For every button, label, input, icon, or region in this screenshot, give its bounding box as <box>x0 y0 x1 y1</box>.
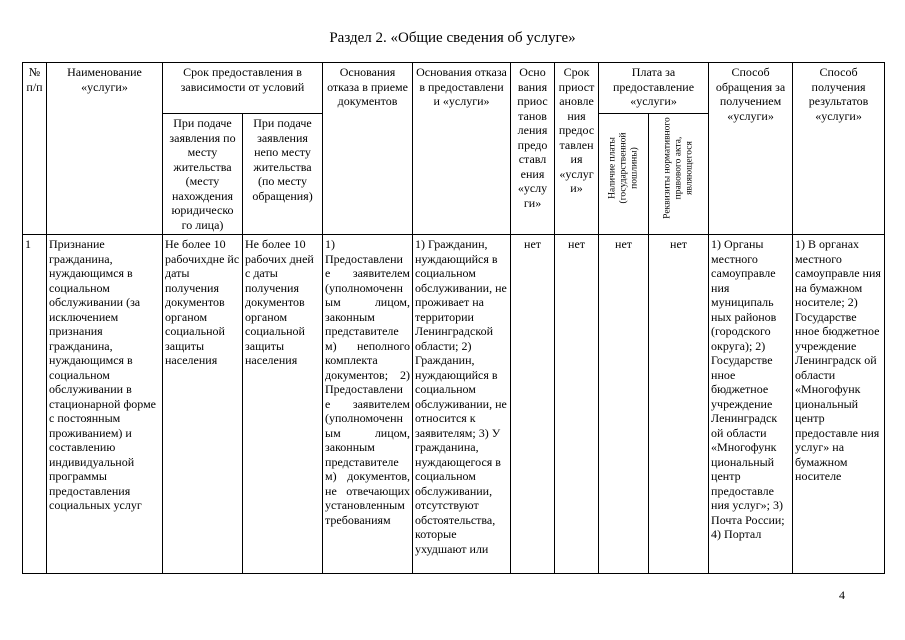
header-term: Срок предоставления в зависимости от условий <box>163 63 323 114</box>
header-fee: Плата за предоставление «услуги» <box>599 63 709 114</box>
row-fee-present: нет <box>599 235 649 574</box>
header-num: № п/п <box>23 63 47 235</box>
row-num: 1 <box>23 235 47 574</box>
header-fee-act: Реквизиты нормативного правового акта, являющегося <box>662 117 695 219</box>
header-suspension: Осно вания приос танов ления предо ставл ения «услу ги» <box>511 63 555 235</box>
row-fee-act: нет <box>649 235 709 574</box>
header-name: Наименование «услуги» <box>47 63 163 235</box>
row-suspension: нет <box>511 235 555 574</box>
header-suspension-term: Срок приост ановле ния предос тавлен ия «услуг и» <box>555 63 599 235</box>
row-suspension-term: нет <box>555 235 599 574</box>
header-row-1 <box>23 63 885 114</box>
row-refusal-docs: 1) Предоставлени е заявителем (уполномоченн ым лицом, законным представителе м) неполного комплекта документов; 2) Предоставлени е заявителем (уполномоченн ым лицом, законным представителе м) документов, не отвечающих установленным требованиям <box>323 235 413 574</box>
header-fee-act-cell <box>649 114 709 235</box>
row-apply-method: 1) Органы местного самоуправле ния муниципаль ных районов (городского округа); 2) Государстве нное бюджетное учреждение Ленинградск ой области «Многофунк циональный центр предоставле ния услуг»; 3) Почта России; 4) Портал <box>709 235 793 574</box>
header-result-method: Способ получения результатов «услуги» <box>793 63 885 235</box>
header-fee-present: Наличие платы (государственной пошлины) <box>607 132 640 204</box>
section-title: Раздел 2. «Общие сведения об услуге» <box>329 30 576 46</box>
row-term-other: Не более 10 рабочих дней с даты получения документов органом социальной защиты населения <box>243 235 323 574</box>
page-number: 4 <box>839 588 845 602</box>
header-refusal-service: Основания отказа в предоставлени и «услуги» <box>413 63 511 235</box>
header-apply-method: Способ обращения за получением «услуги» <box>709 63 793 235</box>
table-row <box>23 235 885 574</box>
header-fee-present-cell <box>599 114 649 235</box>
row-name: Признание гражданина, нуждающимся в социальном обслуживании (за исключением признания гражданина, нуждающимся в социальном обслуживании в стационарной форме с постоянным проживанием) и составлению индивидуальной программы предоставления социальных услуг <box>47 235 163 574</box>
header-term-residence: При подаче заявления по месту жительства (месту нахождения юридическо го лица) <box>163 114 243 235</box>
header-term-other: При подаче заявления непо месту жительства (по месту обращения) <box>243 114 323 235</box>
row-result-method: 1) В органах местного самоуправле ния на бумажном носителе; 2) Государстве нное бюджетное учреждение Ленинградск ой области «Многофунк циональный центр предоставле ния услуг» на бумажном носителе <box>793 235 885 574</box>
header-refusal-docs: Основания отказа в приеме документов <box>323 63 413 235</box>
row-term-residence: Не более 10 рабочихдне йс даты получения документов органом социальной защиты населения <box>163 235 243 574</box>
row-refusal-service: 1) Гражданин, нуждающийся в социальном обслуживании, не проживает на территории Ленинградской области; 2) Гражданин, нуждающийся в социальном обслуживании, не относится к заявителям; 3) У гражданина, нуждающегося в социальном обслуживании, отсутствуют обстоятельства, которые ухудшают или <box>413 235 511 574</box>
service-info-table <box>22 62 885 574</box>
